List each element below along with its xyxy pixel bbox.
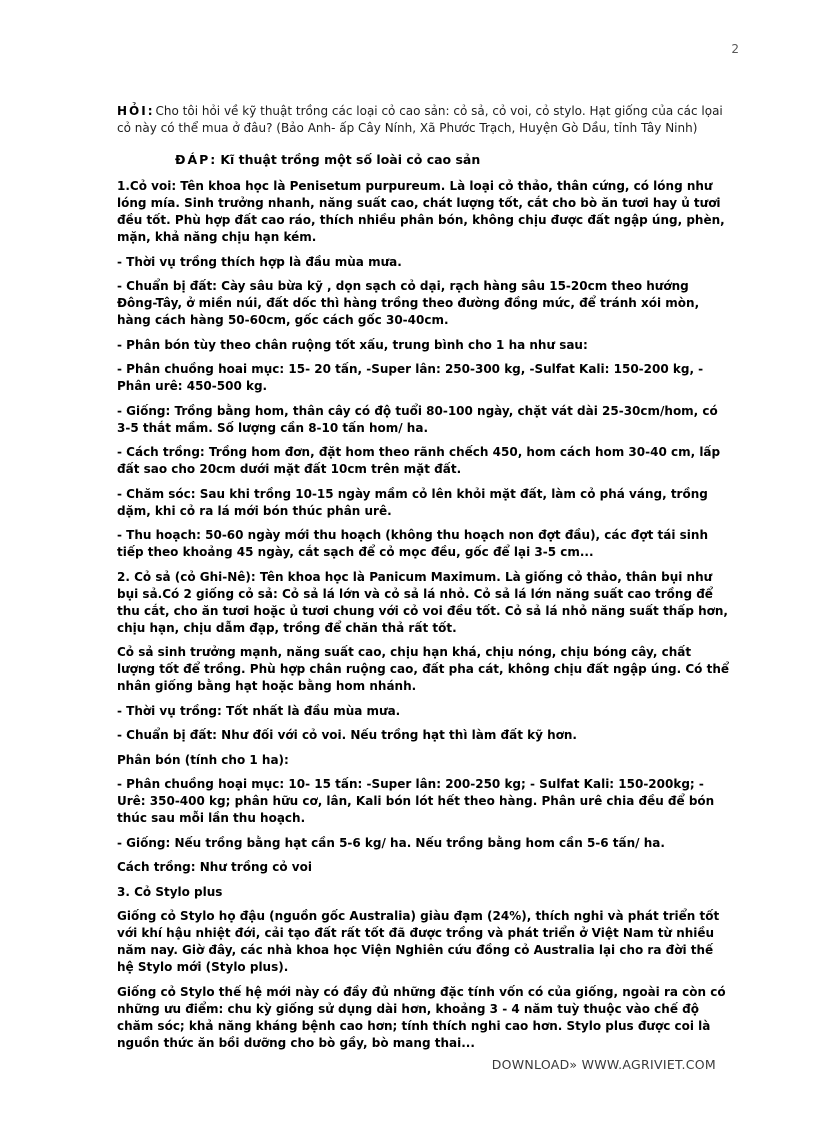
answer-paragraph: - Thời vụ trồng thích hợp là đầu mùa mưa. [117,254,402,269]
footer-download-link: DOWNLOAD» WWW.AGRIVIET.COM [491,1057,716,1072]
question-label: HỎI: [117,104,155,118]
answer-paragraph: Cỏ sả sinh trưởng mạnh, năng suất cao, chịu hạn khá, chịu nóng, chịu bóng cây, chất lượng tốt để trồng. Phù hợp chân ruộng cao, đất pha cát, không chịu đất ngập úng. Có thể nhân giống bằng hạt hoặc bằng hom nhánh. [117,645,729,693]
answer-paragraph: - Chăm sóc: Sau khi trồng 10-15 ngày mầm cỏ lên khỏi mặt đất, làm cỏ phá váng, trồng dặm, khi cỏ ra lá mới bón thúc phân urê. [117,486,708,518]
document-content [117,103,731,1059]
answer-paragraph: Cách trồng: Như trồng cỏ voi [117,860,312,874]
question-paragraph [117,103,731,137]
question-text: Cho tôi hỏi về kỹ thuật trồng các loại cỏ cao sản: cỏ sả, cỏ voi, cỏ stylo. Hạt giống của các lọai cỏ này có thể mua ở đâu? (Bảo Anh- ấp Cây Nính, Xã Phước Trạch, Huyện Gò Dầu, tỉnh Tây Ninh) [117,104,723,135]
answer-label: ĐÁP: [175,152,218,167]
answer-paragraph: - Chuẩn bị đất: Như đối với cỏ voi. Nếu trồng hạt thì làm đất kỹ hơn. [117,728,577,742]
answer-paragraph: - Phân chuồng hoại mục: 10- 15 tấn: -Super lân: 200-250 kg; - Sulfat Kali: 150-200kg; - Urê: 350-400 kg; phân hữu cơ, lân, Kali bón lót hết theo hàng. Phân urê chia đều để bón thúc sau mỗi lần thu hoạch. [117,777,715,825]
answer-paragraph: - Phân chuồng hoai mục: 15- 20 tấn, -Super lân: 250-300 kg, -Sulfat Kali: 150-200 kg, - Phân urê: 450-500 kg. [117,362,704,393]
answer-paragraph: Phân bón (tính cho 1 ha): [117,752,289,767]
answer-heading [117,151,731,168]
answer-paragraph: - Thu hoạch: 50-60 ngày mới thu hoạch (không thu hoạch non đợt đầu), các đợt tái sinh tiếp theo khoảng 45 ngày, cắt sạch để cỏ mọc đều, gốc để lại 3-5 cm... [117,528,709,559]
answer-paragraph: 3. Cỏ Stylo plus [117,884,223,899]
answer-paragraph: - Thời vụ trồng: Tốt nhất là đầu mùa mưa. [117,703,401,718]
answer-title: Kĩ thuật trồng một số loài cỏ cao sản [220,152,481,167]
answer-paragraph: 2. Cỏ sả (cỏ Ghi-Nê): Tên khoa học là Panicum Maximum. Là giống cỏ thảo, thân bụi như bụi sả.Có 2 giống cỏ sả: Cỏ sả lá lớn và cỏ sả lá nhỏ. Cỏ sả lá lớn năng suất cao trồng để thu cắt, cho ăn tươi hoặc ủ tươi chung với cỏ voi đều tốt. Cỏ sả lá nhỏ năng suất thấp hơn, chịu hạn, chịu dẫm đạp, trồng để chăn thả rất tốt. [117,569,728,635]
answer-paragraph: Giống cỏ Stylo thế hệ mới này có đầy đủ những đặc tính vốn có của giống, ngoài ra còn có những ưu điểm: chu kỳ giống sử dụng dài hơn, khoảng 3 - 4 năm tuỳ thuộc vào chế độ chăm sóc; khả năng kháng bệnh cao hơn; tính thích nghi cao hơn. Stylo plus được coi là nguồn thức ăn bồi dưỡng cho bò gầy, bò mang thai... [117,984,726,1050]
answer-paragraph: - Phân bón tùy theo chân ruộng tốt xấu, trung bình cho 1 ha như sau: [117,337,588,352]
answer-paragraph: 1.Cỏ voi: Tên khoa học là Penisetum purpureum. Là loại cỏ thảo, thân cứng, có lóng như lóng mía. Sinh trưởng nhanh, năng suất cao, chát lượng tốt, cắt cho bò ăn tươi hay ủ tươi đều tốt. Phù hợp đất cao ráo, thích nhiều phân bón, không chịu được đất ngập úng, phèn, mặn, khả năng chịu hạn kém. [117,179,725,244]
answer-paragraph: - Giống: Trồng bằng hom, thân cây có độ tuổi 80-100 ngày, chặt vát dài 25-30cm/hom, có 3-5 thắt mầm. Số lượng cần 8-10 tấn hom/ ha. [117,403,718,435]
answer-paragraph: - Cách trồng: Trồng hom đơn, đặt hom theo rãnh chếch 450, hom cách hom 30-40 cm, lấp đất sao cho 20cm dưới mặt đất 10cm trên mặt đất. [117,445,721,476]
answer-body [117,178,731,1052]
answer-paragraph: - Giống: Nếu trồng bằng hạt cần 5-6 kg/ ha. Nếu trồng bằng hom cần 5-6 tấn/ ha. [117,835,665,850]
page-number: 2 [731,42,739,56]
answer-paragraph: - Chuẩn bị đất: Cày sâu bừa kỹ , dọn sạch cỏ dại, rạch hàng sâu 15-20cm theo hướng Đông-Tây, ở miền núi, đất dốc thì hàng trồng theo đường đồng mức, để tránh xói mòn, hàng cách hàng 50-60cm, gốc cách gốc 30-40cm. [117,279,700,327]
answer-paragraph: Giống cỏ Stylo họ đậu (nguồn gốc Australia) giàu đạm (24%), thích nghi và phát triển tốt với khí hậu nhiệt đới, cải tạo đất rất tốt đã được trồng và phát triển ở Việt Nam từ nhiều năm nay. Giờ đây, các nhà khoa học Viện Nghiên cứu đồng cỏ Australia lại cho ra đời thế hệ Stylo mới (Stylo plus). [117,909,720,974]
